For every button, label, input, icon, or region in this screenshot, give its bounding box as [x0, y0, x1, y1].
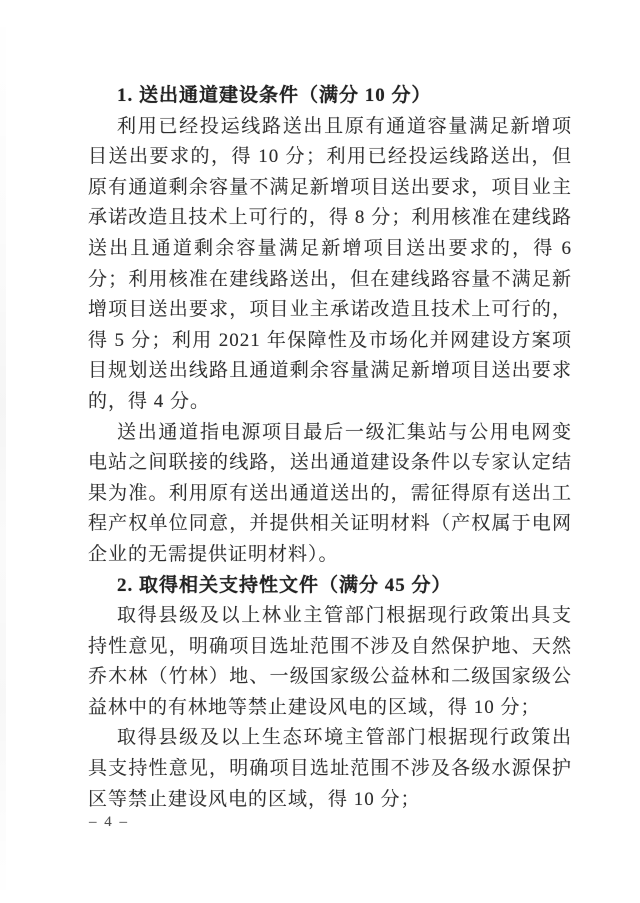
- section-1-paragraph-channel-definition: 送出通道指电源项目最后一级汇集站与公用电网变电站之间联接的线路，送出通道建设条件以专家认定结果为准。利用原有送出通道送出的，需征得原有送出工程产权单位同意，并提供相关证明材料（产权属于电网企业的无需提供证明材料）。: [88, 421, 572, 565]
- document-body: [88, 81, 572, 815]
- section-2-paragraph-environment-approval: 取得县级及以上生态环境主管部门根据现行政策出具支持性意见，明确项目选址范围不涉及各级水源保护区等禁止建设风电的区域，得 10 分；: [88, 727, 572, 810]
- scan-edge-artifact: [0, 0, 6, 903]
- page-number: – 4 –: [89, 814, 129, 830]
- section-1-heading: 1. 送出通道建设条件（满分 10 分）: [117, 85, 432, 106]
- section-2-heading: 2. 取得相关支持性文件（满分 45 分）: [117, 574, 452, 596]
- section-2-paragraph-forestry-approval: 取得县级及以上林业主管部门根据现行政策出具支持性意见，明确项目选址范围不涉及自然保护地、天然乔木林（竹林）地、一级国家级公益林和二级国家级公益林中的有林地等禁止建设风电的区域，得 10 分；: [88, 605, 572, 718]
- section-1-paragraph-scoring-rules: 利用已经投运线路送出且原有通道容量满足新增项目送出要求的，得 10 分；利用已经投运线路送出，但原有通道剩余容量不满足新增项目送出要求，项目业主承诺改造且技术上可行的，得 8 分；利用核准在建线路送出且通道剩余容量满足新增项目送出要求的，得 6 分；利用核准在建线路送出，但在建线路容量不满足新增项目送出要求，项目业主承诺改造且技术上可行的，得 5 分；利用 2021 年保障性及市场化并网建设方案项目规划送出线路且通道剩余容量满足新增项目送出要求的，得 4 分。: [88, 115, 572, 412]
